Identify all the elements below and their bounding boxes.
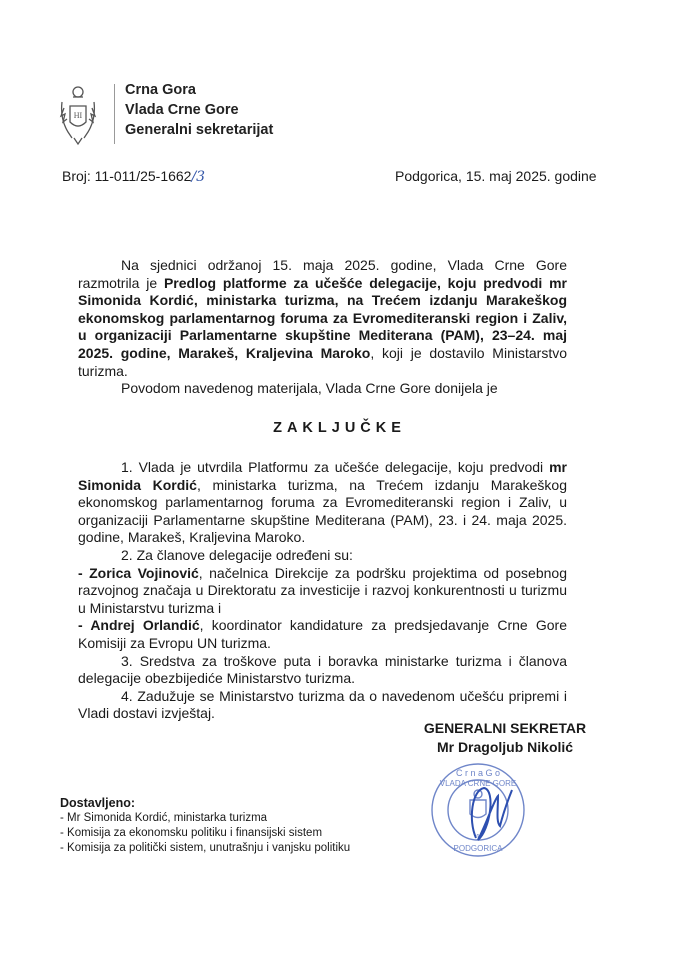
conclusion-1-text-end: , ministarka turizma, na Trećem izdanju Marakeškog ekonomskog parlamentarnog foruma za Evromediteranski region i Zaliv, u organizaciji Parlamentarne skupštine Mediterana (PAM), 23. i 24. maja 2025. godine, Marakeš, Kraljevina Maroko. <box>78 476 567 546</box>
svg-text:PODGORICA: PODGORICA <box>453 844 503 853</box>
reference-number-text: Broj: 11-011/25-1662 <box>62 168 192 184</box>
member-1 <box>78 565 567 618</box>
distribution-list <box>60 796 350 856</box>
member-1-role: , načelnica Direkcije za podršku projektima od posebnog razvojnog značaja u Direktoratu za investicije i razvoj konkurentnosti u turizmu u Ministarstvu turizma i <box>78 564 567 616</box>
conclusion-4: 4. Zadužuje se Ministarstvo turizma da o navedenom učešću pripremi i Vladi dostavi izvještaj. <box>78 687 567 722</box>
distribution-heading: Dostavljeno: <box>60 796 136 810</box>
signatory-title: GENERALNI SEKRETAR <box>423 720 587 736</box>
reference-number <box>62 168 205 185</box>
delegation-head: mr Simonida Kordić <box>78 459 567 493</box>
conclusion-3: 3. Sredstva za troškove puta i boravka ministarke turizma i članova delegacije obezbijediće Ministarstvo turizma. <box>78 652 567 687</box>
letterhead-country: Crna Gora <box>125 82 196 98</box>
distribution-item: - Mr Simonida Kordić, ministarka turizma <box>60 812 268 824</box>
place-date: Podgorica, 15. maj 2025. godine <box>395 168 597 184</box>
svg-text:HI: HI <box>73 111 83 120</box>
letterhead-office: Generalni sekretarijat <box>125 122 274 138</box>
member-2 <box>78 617 567 652</box>
distribution-item: - Komisija za ekonomsku politiku i finansijski sistem <box>60 827 323 839</box>
svg-text:C r n a G o: C r n a G o <box>455 768 501 778</box>
svg-text:1: 1 <box>475 833 481 842</box>
intro-subject: Predlog platforme za učešće delegacije, koju predvodi mr Simonida Kordić, ministarka turizma, na Trećem izdanju Marakeškog ekonomskog parlamentarnog foruma za Evromediteranski region i Zaliv, u organizaciji Parlamentarne skupštine Mediterana (PAM), 23–24. maj 2025. godine, Marakeš, Kraljevina Maroko <box>78 274 567 361</box>
conclusion-2: 2. Za članove delegacije određeni su: <box>121 546 353 563</box>
signature-block <box>400 719 610 757</box>
member-2-role: , koordinator kandidature za predsjedavanje Crne Gore Komisiji za Evropu UN turizma. <box>78 617 567 651</box>
document-title: ZAKLJUČKE <box>273 420 406 436</box>
header-divider <box>114 84 115 144</box>
coat-of-arms-icon <box>58 84 98 146</box>
intro-paragraph-2: Povodom navedenog materijala, Vlada Crne Gore donijela je <box>121 380 498 397</box>
intro <box>78 257 567 398</box>
member-1-name: - Zorica Vojinović <box>78 564 199 581</box>
signatory-name: Mr Dragoljub Nikolić <box>436 739 574 755</box>
intro-text-end: , koji je dostavilo Ministarstvo turizma. <box>78 344 567 379</box>
svg-text:VLADA CRNE GORE: VLADA CRNE GORE <box>439 779 517 788</box>
official-stamp <box>428 760 528 860</box>
conclusion-1 <box>78 459 567 547</box>
letterhead <box>125 80 273 140</box>
conclusion-1-text: 1. Vlada je utvrdila Platformu za učešće delegacije, koju predvodi <box>121 459 550 475</box>
member-2-name: - Andrej Orlandić <box>78 617 200 634</box>
letterhead-government: Vlada Crne Gore <box>125 102 239 118</box>
handwritten-suffix: /3 <box>191 169 206 185</box>
distribution-item: - Komisija za politički sistem, unutrašnju i vanjsku politiku <box>60 842 351 854</box>
intro-text: Na sjednici održanoj 15. maja 2025. godine, Vlada Crne Gore razmotrila je <box>78 257 567 291</box>
conclusions <box>78 459 567 723</box>
intro-paragraph <box>78 257 567 380</box>
